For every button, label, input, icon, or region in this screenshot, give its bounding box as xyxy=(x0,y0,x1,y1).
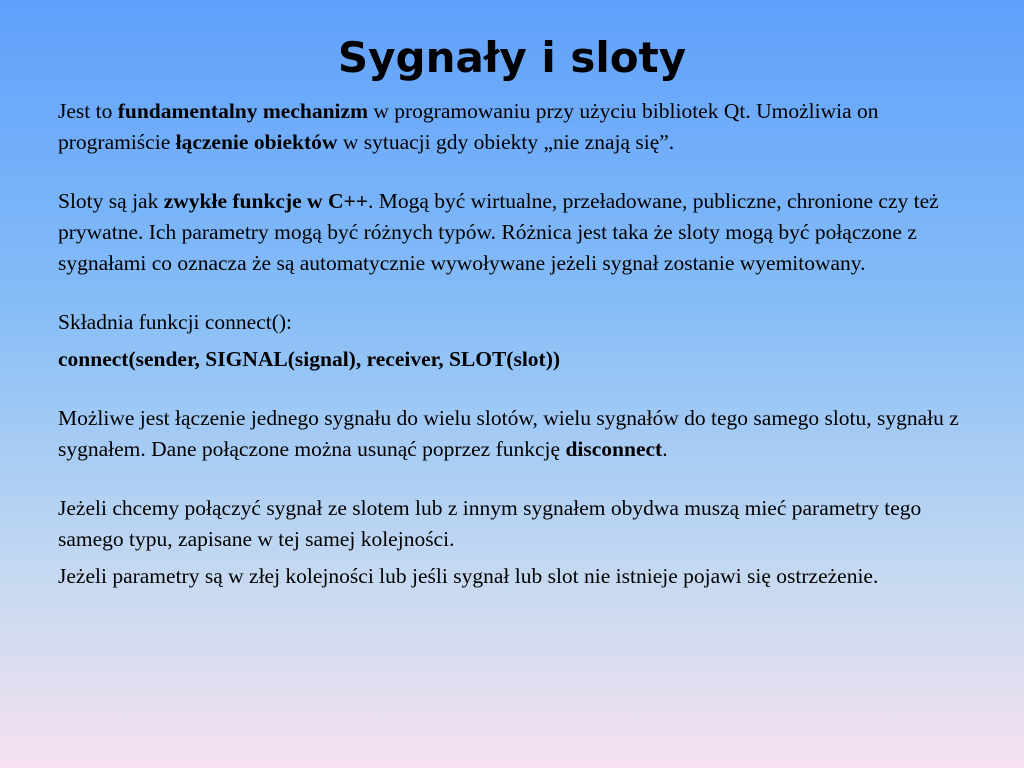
paragraph-intro-text-3: w sytuacji gdy obiekty „nie znają się”. xyxy=(337,130,675,154)
paragraph-intro-bold-1: fundamentalny mechanizm xyxy=(117,99,368,123)
paragraph-connections-text-1: Możliwe jest łączenie jednego sygnału do wielu slotów, wielu sygnałów do tego samego slotu, sygnału z sygnałem. Dane połączone można usunąć poprzez funkcję xyxy=(58,406,959,461)
paragraph-intro-bold-2: łączenie obiektów xyxy=(175,130,338,154)
paragraph-intro-text-2: w programowaniu przy użyciu bibliotek Qt. Umożliwia on programiście xyxy=(58,99,879,154)
paragraph-syntax-label: Składnia funkcji connect(): xyxy=(58,310,293,334)
paragraph-warning: Jeżeli parametry są w złej kolejności lub jeśli sygnał lub slot nie istnieje pojawi się ostrzeżenie. xyxy=(58,564,879,588)
syntax-code: connect(sender, SIGNAL(signal), receiver, SLOT(slot)) xyxy=(58,347,561,371)
slide-content xyxy=(58,96,978,592)
paragraph-connections-text-2: . xyxy=(662,437,668,461)
paragraph-syntax-code xyxy=(58,344,978,375)
paragraph-intro xyxy=(58,96,978,158)
paragraph-parameters: Jeżeli chcemy połączyć sygnał ze slotem lub z innym sygnałem obydwa muszą mieć parametry tego samego typu, zapisane w tej samej kolejności. xyxy=(58,496,922,551)
slide-title: Sygnały i sloty xyxy=(337,33,687,82)
paragraph-connections xyxy=(58,403,978,465)
paragraph-slots-text-1: Sloty są jak xyxy=(58,189,164,213)
paragraph-slots-bold-1: zwykłe funkcje w C++ xyxy=(163,189,368,213)
paragraph-slots-text-2: . Mogą być wirtualne, przeładowane, publiczne, chronione czy też prywatne. Ich parametry mogą być różnych typów. Różnica jest taka że sloty mogą być połączone z sygnałami co oznacza że są automatycznie wywoływane jeżeli sygnał zostanie wyemitowany. xyxy=(58,189,939,275)
paragraph-intro-text-1: Jest to xyxy=(58,99,118,123)
paragraph-connections-bold-1: disconnect xyxy=(565,437,663,461)
paragraph-slots xyxy=(58,186,978,279)
